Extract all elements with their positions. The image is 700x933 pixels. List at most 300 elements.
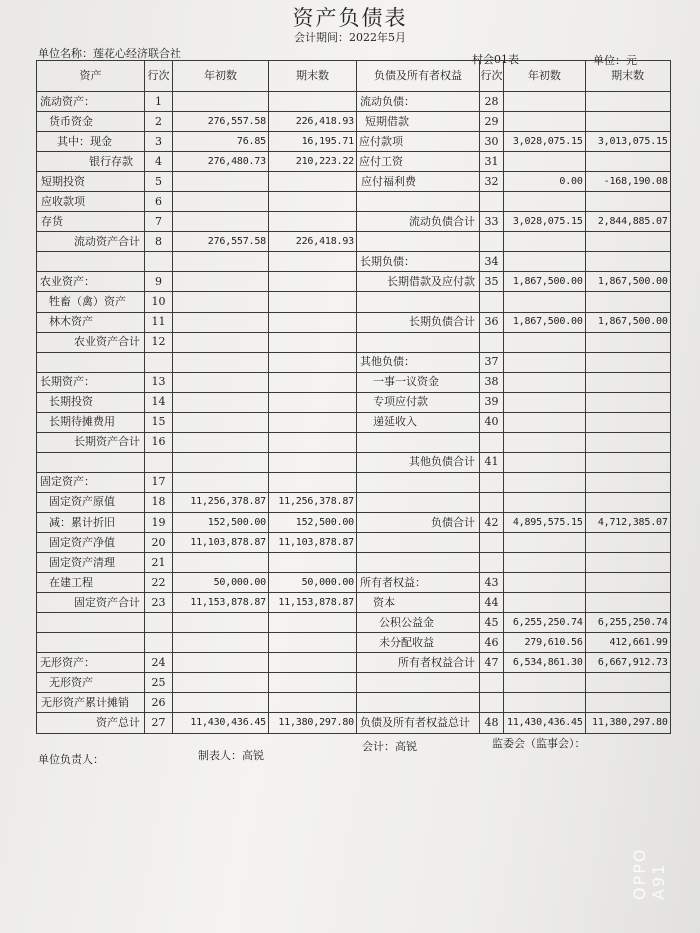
cell-a-label <box>37 613 145 633</box>
table-row <box>37 412 671 432</box>
cell-a-begin <box>173 92 269 112</box>
cell-l-no: 48 <box>480 713 504 733</box>
cell-a-begin <box>173 192 269 212</box>
cell-a-label: 无形资产 <box>37 673 145 693</box>
cell-a-no <box>145 452 173 472</box>
cell-a-label: 固定资产： <box>37 472 145 492</box>
table-row <box>37 492 671 512</box>
header-row <box>37 61 671 92</box>
cell-l-label: 递延收入 <box>357 412 480 432</box>
cell-a-end <box>269 653 357 673</box>
cell-a-label: 农业资产合计 <box>37 332 145 352</box>
footer-supervisor: 监委会（监事会）： <box>492 737 586 750</box>
cell-l-no: 37 <box>480 352 504 372</box>
cell-l-begin: 6,255,250.74 <box>504 613 586 633</box>
camera-watermark: OPPO A91 <box>630 847 668 900</box>
cell-l-no: 44 <box>480 593 504 613</box>
cell-a-begin <box>173 292 269 312</box>
cell-l-end <box>585 432 670 452</box>
cell-l-label: 其他负债： <box>357 352 480 372</box>
table-row <box>37 573 671 593</box>
cell-l-label <box>357 693 480 713</box>
cell-a-no: 18 <box>145 492 173 512</box>
cell-a-no: 2 <box>145 112 173 132</box>
table-row <box>37 172 671 192</box>
cell-l-begin: 4,895,575.15 <box>504 512 586 532</box>
cell-a-begin <box>173 553 269 573</box>
cell-l-begin <box>504 533 586 553</box>
cell-a-begin: 276,557.58 <box>173 232 269 252</box>
table-row <box>37 593 671 613</box>
table-row <box>37 192 671 212</box>
cell-a-no: 26 <box>145 693 173 713</box>
cell-a-label: 在建工程 <box>37 573 145 593</box>
cell-a-begin: 11,103,878.87 <box>173 533 269 553</box>
cell-l-begin <box>504 432 586 452</box>
cell-a-begin <box>173 272 269 292</box>
cell-a-end <box>269 553 357 573</box>
cell-l-begin <box>504 372 586 392</box>
cell-a-label: 长期资产： <box>37 372 145 392</box>
cell-l-label: 短期借款 <box>357 112 480 132</box>
cell-a-label: 其中：现金 <box>37 132 145 152</box>
cell-a-label: 固定资产合计 <box>37 593 145 613</box>
cell-a-begin <box>173 352 269 372</box>
cell-a-begin <box>173 452 269 472</box>
cell-l-end: 1,867,500.00 <box>585 272 670 292</box>
cell-a-begin: 276,557.58 <box>173 112 269 132</box>
cell-a-no: 24 <box>145 653 173 673</box>
cell-a-begin: 11,430,436.45 <box>173 713 269 733</box>
cell-a-no <box>145 252 173 272</box>
cell-l-label: 流动负债： <box>357 92 480 112</box>
cell-l-no: 46 <box>480 633 504 653</box>
cell-l-no <box>480 693 504 713</box>
cell-a-no: 21 <box>145 553 173 573</box>
cell-a-no: 5 <box>145 172 173 192</box>
cell-a-label: 资产总计 <box>37 713 145 733</box>
cell-l-no <box>480 292 504 312</box>
cell-l-end: 4,712,385.07 <box>585 512 670 532</box>
cell-a-label: 货币资金 <box>37 112 145 132</box>
cell-a-label: 无形资产累计摊销 <box>37 693 145 713</box>
cell-l-end: 6,667,912.73 <box>585 653 670 673</box>
cell-l-no: 45 <box>480 613 504 633</box>
cell-l-end <box>585 553 670 573</box>
header-row-no: 行次 <box>145 61 173 92</box>
cell-l-begin: 0.00 <box>504 172 586 192</box>
cell-a-begin: 11,153,878.87 <box>173 593 269 613</box>
cell-l-label <box>357 492 480 512</box>
table-row <box>37 472 671 492</box>
table-row <box>37 212 671 232</box>
balance-sheet-table-wrap <box>36 60 671 734</box>
cell-l-end: 3,013,075.15 <box>585 132 670 152</box>
cell-l-no: 38 <box>480 372 504 392</box>
balance-sheet-table <box>36 60 671 734</box>
table-row <box>37 272 671 292</box>
cell-a-end: 226,418.93 <box>269 112 357 132</box>
cell-a-begin <box>173 332 269 352</box>
cell-a-label: 固定资产净值 <box>37 533 145 553</box>
cell-l-end <box>585 252 670 272</box>
cell-a-no: 9 <box>145 272 173 292</box>
cell-a-label: 银行存款 <box>37 152 145 172</box>
cell-a-no: 11 <box>145 312 173 332</box>
cell-l-begin <box>504 352 586 372</box>
cell-a-no: 19 <box>145 512 173 532</box>
cell-l-end <box>585 352 670 372</box>
cell-a-end: 11,380,297.80 <box>269 713 357 733</box>
table-row <box>37 392 671 412</box>
cell-l-end: 1,867,500.00 <box>585 312 670 332</box>
cell-l-begin <box>504 192 586 212</box>
cell-l-no: 30 <box>480 132 504 152</box>
cell-a-no: 23 <box>145 593 173 613</box>
cell-a-begin <box>173 252 269 272</box>
cell-a-end <box>269 472 357 492</box>
cell-l-label: 应付工资 <box>357 152 480 172</box>
cell-a-no: 13 <box>145 372 173 392</box>
cell-a-begin <box>173 432 269 452</box>
cell-l-begin <box>504 252 586 272</box>
table-row <box>37 132 671 152</box>
cell-l-end <box>585 92 670 112</box>
cell-a-label: 长期资产合计 <box>37 432 145 452</box>
cell-l-label: 长期负债： <box>357 252 480 272</box>
cell-a-end <box>269 633 357 653</box>
cell-l-no <box>480 232 504 252</box>
table-row <box>37 232 671 252</box>
table-row <box>37 553 671 573</box>
cell-a-label: 牲畜（禽）资产 <box>37 292 145 312</box>
cell-l-no: 39 <box>480 392 504 412</box>
cell-l-end: 2,844,885.07 <box>585 212 670 232</box>
cell-a-end: 11,103,878.87 <box>269 533 357 553</box>
cell-l-label: 公积公益金 <box>357 613 480 633</box>
cell-l-end <box>585 412 670 432</box>
cell-l-begin <box>504 152 586 172</box>
cell-a-begin <box>173 653 269 673</box>
cell-a-end <box>269 613 357 633</box>
header-end: 期末数 <box>269 61 357 92</box>
table-row <box>37 352 671 372</box>
cell-a-label: 流动资产： <box>37 92 145 112</box>
cell-l-end <box>585 192 670 212</box>
cell-l-begin: 279,610.56 <box>504 633 586 653</box>
cell-l-begin <box>504 452 586 472</box>
cell-l-no: 28 <box>480 92 504 112</box>
cell-l-no: 34 <box>480 252 504 272</box>
cell-a-label: 农业资产： <box>37 272 145 292</box>
cell-l-end <box>585 112 670 132</box>
table-row <box>37 292 671 312</box>
cell-l-label: 负债合计 <box>357 512 480 532</box>
cell-a-end <box>269 693 357 713</box>
cell-l-no: 40 <box>480 412 504 432</box>
cell-a-begin: 50,000.00 <box>173 573 269 593</box>
cell-a-no: 7 <box>145 212 173 232</box>
cell-a-begin <box>173 372 269 392</box>
table-row <box>37 92 671 112</box>
cell-l-no <box>480 472 504 492</box>
cell-l-begin <box>504 492 586 512</box>
cell-a-no <box>145 352 173 372</box>
cell-a-begin: 276,480.73 <box>173 152 269 172</box>
cell-a-no: 15 <box>145 412 173 432</box>
cell-a-end <box>269 252 357 272</box>
cell-a-label: 存货 <box>37 212 145 232</box>
cell-a-end <box>269 412 357 432</box>
cell-l-begin <box>504 412 586 432</box>
header-asset: 资产 <box>37 61 145 92</box>
cell-a-end <box>269 452 357 472</box>
cell-l-label <box>357 332 480 352</box>
cell-a-no: 25 <box>145 673 173 693</box>
unit-name: 单位名称：莲花心经济联合社 <box>38 47 181 60</box>
cell-l-label: 所有者权益合计 <box>357 653 480 673</box>
cell-l-label <box>357 192 480 212</box>
cell-a-label: 固定资产清理 <box>37 553 145 573</box>
cell-l-end <box>585 332 670 352</box>
cell-a-label: 短期投资 <box>37 172 145 192</box>
cell-l-end: 412,661.99 <box>585 633 670 653</box>
header-begin-right: 年初数 <box>504 61 586 92</box>
table-body <box>37 92 671 734</box>
cell-l-begin <box>504 553 586 573</box>
cell-l-end: 6,255,250.74 <box>585 613 670 633</box>
cell-a-end <box>269 312 357 332</box>
cell-a-end: 152,500.00 <box>269 512 357 532</box>
cell-l-no: 42 <box>480 512 504 532</box>
cell-a-end <box>269 392 357 412</box>
cell-a-no: 14 <box>145 392 173 412</box>
cell-l-label: 其他负债合计 <box>357 452 480 472</box>
cell-l-begin <box>504 232 586 252</box>
cell-a-label <box>37 452 145 472</box>
cell-a-no: 8 <box>145 232 173 252</box>
cell-a-label: 应收款项 <box>37 192 145 212</box>
cell-l-label: 资本 <box>357 593 480 613</box>
cell-a-end <box>269 352 357 372</box>
cell-a-no: 16 <box>145 432 173 452</box>
table-row <box>37 432 671 452</box>
cell-a-no: 4 <box>145 152 173 172</box>
cell-l-begin <box>504 292 586 312</box>
cell-l-label: 一事一议资金 <box>357 372 480 392</box>
cell-a-no: 20 <box>145 533 173 553</box>
table-row <box>37 533 671 553</box>
cell-l-no <box>480 533 504 553</box>
cell-a-no: 3 <box>145 132 173 152</box>
cell-l-no: 29 <box>480 112 504 132</box>
table-row <box>37 512 671 532</box>
cell-a-begin <box>173 412 269 432</box>
page-title: 资产负债表 <box>292 6 408 30</box>
cell-l-begin <box>504 693 586 713</box>
cell-a-no: 17 <box>145 472 173 492</box>
cell-l-begin: 1,867,500.00 <box>504 312 586 332</box>
cell-l-end <box>585 292 670 312</box>
cell-l-begin <box>504 673 586 693</box>
table-row <box>37 673 671 693</box>
cell-l-begin <box>504 392 586 412</box>
cell-a-end <box>269 172 357 192</box>
cell-a-end <box>269 92 357 112</box>
cell-l-label: 未分配收益 <box>357 633 480 653</box>
cell-l-label: 所有者权益： <box>357 573 480 593</box>
cell-l-end <box>585 372 670 392</box>
cell-a-begin: 152,500.00 <box>173 512 269 532</box>
cell-l-end <box>585 472 670 492</box>
cell-a-begin: 11,256,378.87 <box>173 492 269 512</box>
cell-a-label: 林木资产 <box>37 312 145 332</box>
cell-a-label: 固定资产原值 <box>37 492 145 512</box>
cell-a-end: 226,418.93 <box>269 232 357 252</box>
cell-l-label <box>357 472 480 492</box>
cell-a-no <box>145 613 173 633</box>
cell-l-label <box>357 533 480 553</box>
header-begin: 年初数 <box>173 61 269 92</box>
cell-l-begin <box>504 593 586 613</box>
cell-l-no: 32 <box>480 172 504 192</box>
cell-a-end: 210,223.22 <box>269 152 357 172</box>
cell-a-end <box>269 372 357 392</box>
footer-preparer: 制表人：高锐 <box>198 749 264 762</box>
cell-a-no: 12 <box>145 332 173 352</box>
currency-unit: 单位：元 <box>593 54 637 67</box>
form-code: 村会01表 <box>472 53 519 66</box>
cell-a-end: 11,153,878.87 <box>269 593 357 613</box>
table-row <box>37 372 671 392</box>
cell-l-no: 36 <box>480 312 504 332</box>
cell-l-no: 41 <box>480 452 504 472</box>
cell-l-end <box>585 492 670 512</box>
table-row <box>37 452 671 472</box>
cell-l-end <box>585 673 670 693</box>
cell-a-no: 1 <box>145 92 173 112</box>
cell-a-begin <box>173 312 269 332</box>
cell-l-no: 43 <box>480 573 504 593</box>
table-row <box>37 152 671 172</box>
cell-l-end <box>585 232 670 252</box>
cell-l-label: 负债及所有者权益总计 <box>357 713 480 733</box>
cell-a-end: 11,256,378.87 <box>269 492 357 512</box>
cell-l-no <box>480 192 504 212</box>
cell-a-no <box>145 633 173 653</box>
cell-l-begin <box>504 573 586 593</box>
cell-a-end <box>269 212 357 232</box>
cell-l-begin: 11,430,436.45 <box>504 713 586 733</box>
cell-l-label: 流动负债合计 <box>357 212 480 232</box>
cell-l-label: 应付款项 <box>357 132 480 152</box>
cell-a-end <box>269 192 357 212</box>
cell-a-no: 27 <box>145 713 173 733</box>
cell-l-no <box>480 492 504 512</box>
cell-l-begin: 1,867,500.00 <box>504 272 586 292</box>
cell-l-end <box>585 392 670 412</box>
cell-a-begin <box>173 633 269 653</box>
cell-a-begin <box>173 673 269 693</box>
cell-l-end: 11,380,297.80 <box>585 713 670 733</box>
cell-a-end <box>269 292 357 312</box>
cell-a-end <box>269 673 357 693</box>
cell-l-end <box>585 693 670 713</box>
cell-a-no: 10 <box>145 292 173 312</box>
cell-a-begin <box>173 693 269 713</box>
cell-l-label: 应付福利费 <box>357 172 480 192</box>
cell-l-begin <box>504 472 586 492</box>
cell-a-begin <box>173 472 269 492</box>
table-row <box>37 252 671 272</box>
cell-l-label <box>357 292 480 312</box>
cell-a-label: 减：累计折旧 <box>37 512 145 532</box>
cell-l-end <box>585 573 670 593</box>
header-liabilities: 负债及所有者权益 <box>357 61 480 92</box>
cell-l-begin: 3,028,075.15 <box>504 212 586 232</box>
cell-a-begin <box>173 172 269 192</box>
cell-a-end <box>269 332 357 352</box>
header-end-right: 期末数 <box>585 61 670 92</box>
cell-a-end: 16,195.71 <box>269 132 357 152</box>
cell-l-label: 长期借款及应付款 <box>357 272 480 292</box>
table-row <box>37 713 671 733</box>
cell-l-end <box>585 593 670 613</box>
cell-a-begin <box>173 212 269 232</box>
cell-a-no: 22 <box>145 573 173 593</box>
cell-l-no <box>480 432 504 452</box>
cell-l-end: -168,190.08 <box>585 172 670 192</box>
cell-l-begin <box>504 92 586 112</box>
cell-l-end <box>585 533 670 553</box>
cell-l-label <box>357 232 480 252</box>
cell-l-no: 31 <box>480 152 504 172</box>
cell-a-label: 长期投资 <box>37 392 145 412</box>
cell-a-no: 6 <box>145 192 173 212</box>
cell-l-label <box>357 432 480 452</box>
cell-a-label: 流动资产合计 <box>37 232 145 252</box>
table-row <box>37 613 671 633</box>
cell-a-begin <box>173 613 269 633</box>
cell-a-label <box>37 352 145 372</box>
cell-l-begin: 3,028,075.15 <box>504 132 586 152</box>
table-row <box>37 633 671 653</box>
cell-l-no <box>480 673 504 693</box>
cell-l-no: 35 <box>480 272 504 292</box>
cell-a-label: 长期待摊费用 <box>37 412 145 432</box>
cell-a-begin: 76.85 <box>173 132 269 152</box>
cell-l-label <box>357 673 480 693</box>
cell-l-end <box>585 452 670 472</box>
cell-l-end <box>585 152 670 172</box>
footer-accountant: 会计：高锐 <box>362 740 417 753</box>
cell-l-no <box>480 553 504 573</box>
table-row <box>37 312 671 332</box>
cell-l-label: 专项应付款 <box>357 392 480 412</box>
cell-a-end: 50,000.00 <box>269 573 357 593</box>
table-row <box>37 112 671 132</box>
table-row <box>37 693 671 713</box>
cell-l-begin <box>504 332 586 352</box>
cell-l-no <box>480 332 504 352</box>
cell-a-label <box>37 252 145 272</box>
table-row <box>37 332 671 352</box>
accounting-period: 会计期间：2022年5月 <box>294 31 406 44</box>
cell-a-end <box>269 432 357 452</box>
cell-l-begin: 6,534,861.30 <box>504 653 586 673</box>
table-row <box>37 653 671 673</box>
cell-a-label: 无形资产： <box>37 653 145 673</box>
